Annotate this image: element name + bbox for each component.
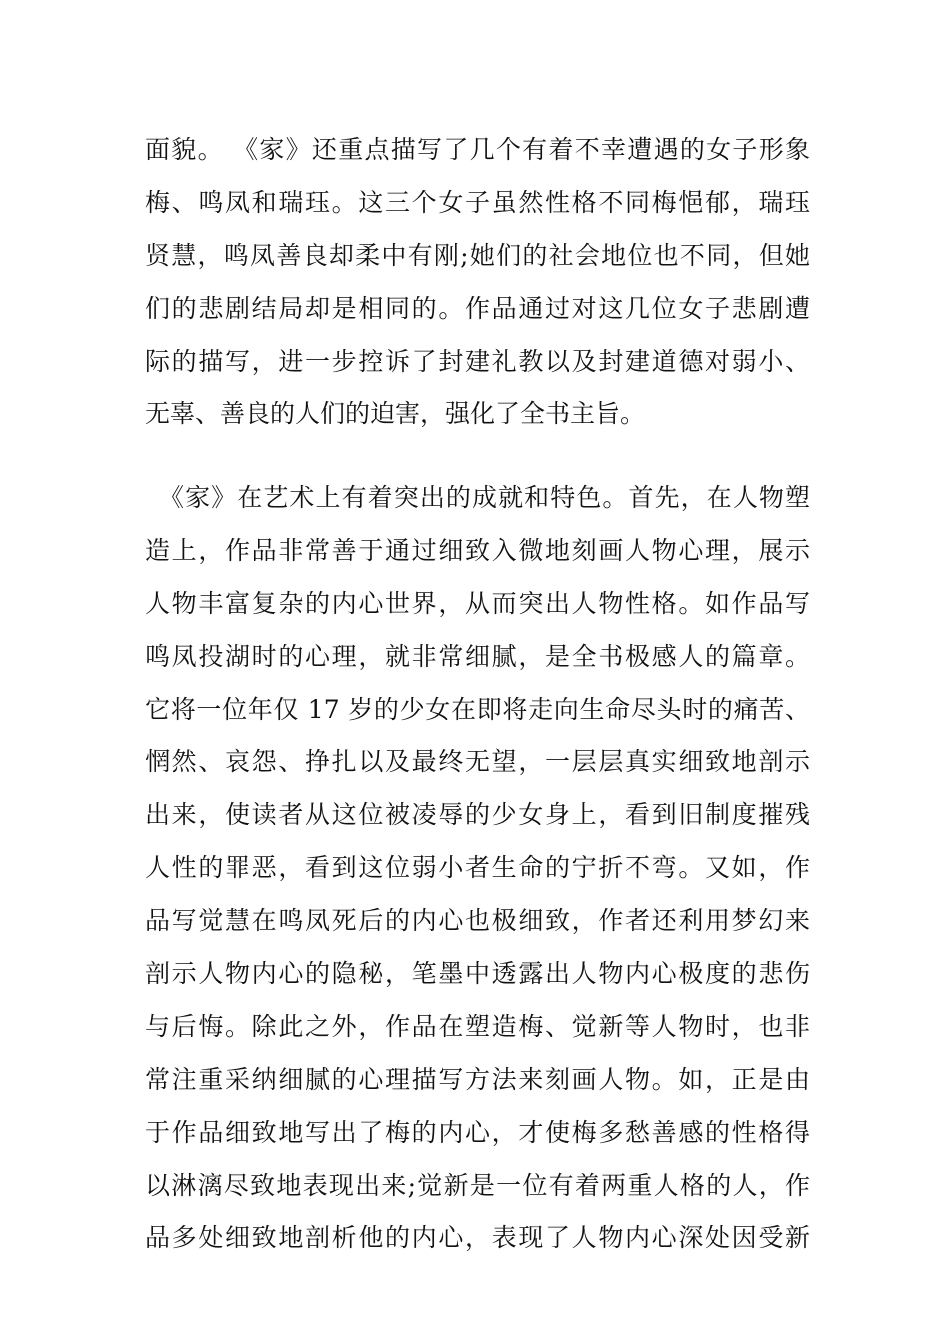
paragraph-artistic-achievement bbox=[145, 472, 810, 1265]
text-line: 鸣凤投湖时的心理，就非常细腻，是全书极感人的篇章。 bbox=[145, 641, 810, 671]
text-line: 品多处细致地剖析他的内心，表现了人物内心深处因受新 bbox=[145, 1223, 810, 1253]
text-line: 际的描写，进一步控诉了封建礼教以及封建道德对弱小、 bbox=[145, 346, 810, 376]
text-line: 们的悲剧结局却是相同的。作品通过对这几位女子悲剧遭 bbox=[145, 293, 810, 323]
text-line: 常注重采纳细腻的心理描写方法来刻画人物。如，正是由 bbox=[145, 1064, 810, 1094]
text-line: 人物丰富复杂的内心世界，从而突出人物性格。如作品写 bbox=[145, 588, 810, 618]
text-line: 无辜、善良的人们的迫害，强化了全书主旨。 bbox=[145, 399, 646, 429]
text-line: 面貌。 《家》还重点描写了几个有着不幸遭遇的女子形象 bbox=[145, 135, 810, 164]
text-line: 以淋漓尽致地表现出来;觉新是一位有着两重人格的人，作 bbox=[145, 1170, 810, 1200]
text-line: 剖示人物内心的隐秘，笔墨中透露出人物内心极度的悲伤 bbox=[145, 959, 810, 989]
text-line: 造上，作品非常善于通过细致入微地刻画人物心理，展示 bbox=[145, 535, 810, 565]
text-line: 《家》在艺术上有着突出的成就和特色。首先，在人物塑 bbox=[159, 483, 810, 512]
text-line: 贤慧，鸣凤善良却柔中有刚;她们的社会地位也不同，但她 bbox=[145, 240, 810, 270]
text-line: 人性的罪恶，看到这位弱小者生命的宁折不弯。又如，作 bbox=[145, 853, 810, 883]
text-line: 品写觉慧在鸣凤死后的内心也极细致，作者还利用梦幻来 bbox=[145, 906, 810, 936]
text-line: 梅、鸣凤和瑞珏。这三个女子虽然性格不同梅悒郁，瑞珏 bbox=[145, 187, 810, 217]
text-line: 惘然、哀怨、挣扎以及最终无望，一层层真实细致地剖示 bbox=[145, 747, 810, 777]
text-line: 它将一位年仅 17 岁的少女在即将走向生命尽头时的痛苦、 bbox=[145, 694, 810, 724]
text-line: 与后悔。除此之外，作品在塑造梅、觉新等人物时，也非 bbox=[145, 1011, 810, 1041]
text-line: 出来，使读者从这位被凌辱的少女身上，看到旧制度摧残 bbox=[145, 800, 810, 830]
paragraph-women-characters bbox=[145, 124, 810, 441]
text-line: 于作品细致地写出了梅的内心，才使梅多愁善感的性格得 bbox=[145, 1117, 810, 1147]
